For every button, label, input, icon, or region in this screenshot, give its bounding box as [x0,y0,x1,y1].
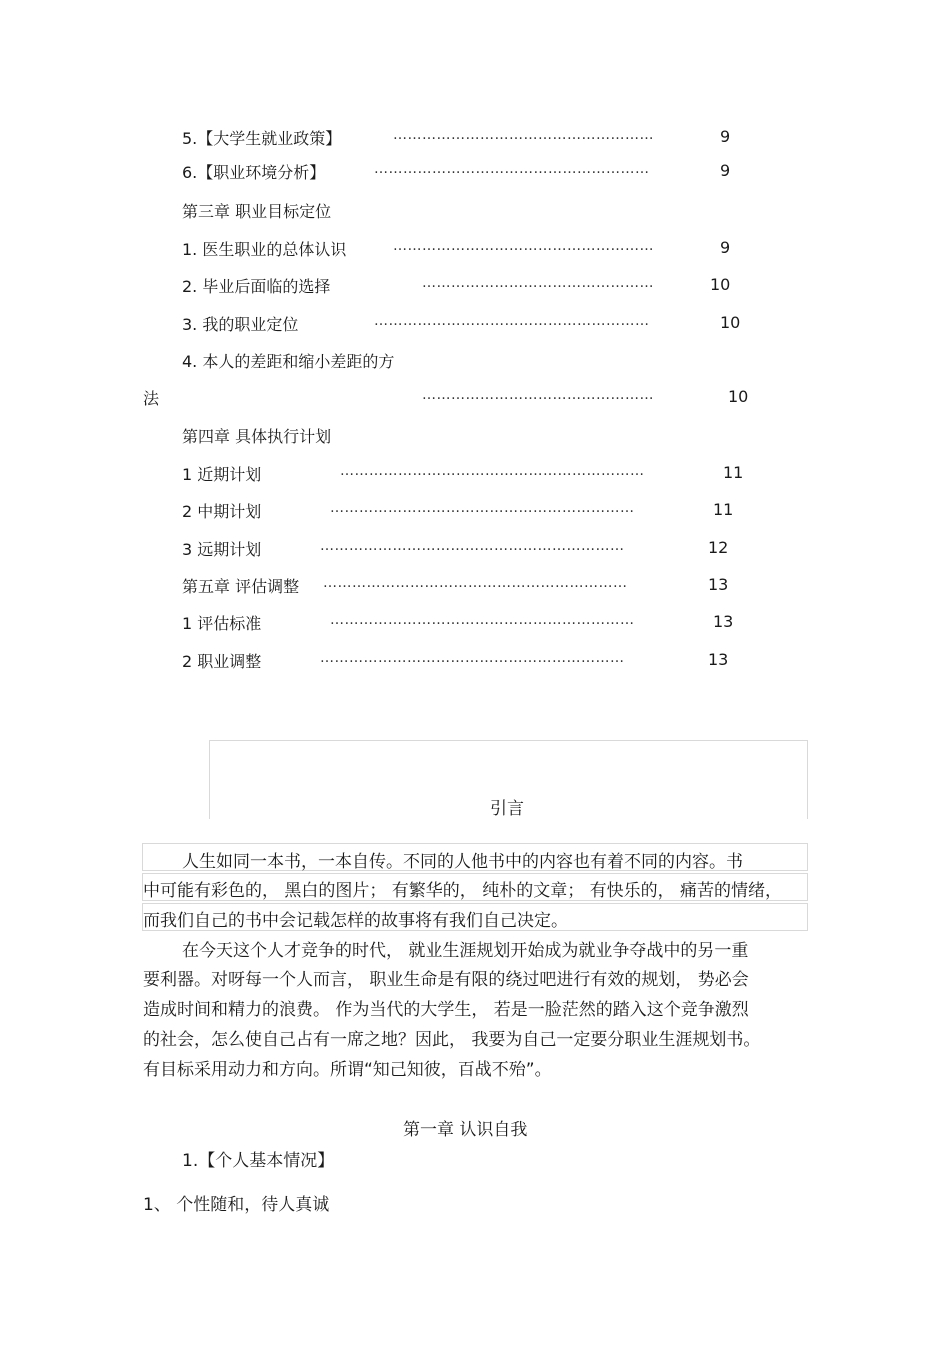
toc-page-number: 9 [720,161,731,180]
paragraph-line: 中可能有彩色的， 黑白的图片； 有繁华的， 纯朴的文章； 有快乐的， 痛苦的情绪， [143,881,783,901]
toc-entry-label: 1 近期计划 [182,465,262,484]
paragraph-line: 人生如同一本书，一本自传。不同的人他书中的内容也有着不同的内容。书 [182,852,743,872]
toc-leader-dots: ……………………………………………………… [340,463,645,479]
toc-page-number: 10 [710,275,731,294]
toc-chapter-heading: 第四章 具体执行计划 [182,427,332,446]
toc-page-number: 10 [720,313,741,332]
section-heading: 1.【个人基本情况】 [182,1151,335,1171]
chapter-title: 第一章 认识自我 [403,1120,528,1140]
toc-leader-dots: ……………………………………………………… [320,538,625,554]
toc-entry-label: 3 远期计划 [182,540,262,559]
toc-leader-dots: ……………………………………………… [393,238,654,254]
paragraph-line: 有目标采用动力和方向。所谓“知己知彼，百战不殆”。 [143,1060,552,1080]
toc-leader-dots: ……………………………………………………… [330,500,635,516]
toc-leader-dots: ……………………………………………………… [330,612,635,628]
paragraph-line: 而我们自己的书中会记载怎样的故事将有我们自己决定。 [143,911,568,931]
toc-leader-dots: ……………………………………………… [393,127,654,143]
toc-leader-dots: ……………………………………………………… [320,650,625,666]
toc-page-number: 11 [713,500,734,519]
toc-entry-label: 4. 本人的差距和缩小差距的方 [182,352,395,371]
toc-page-number: 12 [708,538,729,557]
toc-leader-dots: ………………………………………… [422,387,654,403]
toc-page-number: 13 [708,650,729,669]
toc-entry-label: 法 [143,389,160,408]
toc-entry-label: 2. 毕业后面临的选择 [182,277,331,296]
toc-leader-dots: ………………………………………………… [374,161,650,177]
toc-entry-label: 3. 我的职业定位 [182,315,299,334]
toc-chapter-heading: 第五章 评估调整 [182,577,300,596]
toc-entry-label: 6.【职业环境分析】 [182,163,326,182]
toc-page-number: 9 [720,238,731,257]
toc-leader-dots: ………………………………………………… [374,313,650,329]
toc-page-number: 9 [720,127,731,146]
paragraph-line: 的社会，怎么使自己占有一席之地？因此， 我要为自己一定要分职业生涯规划书。 [143,1030,761,1050]
toc-page-number: 13 [708,575,729,594]
toc-leader-dots: ………………………………………… [422,275,654,291]
toc-page-number: 11 [723,463,744,482]
paragraph-line: 造成时间和精力的浪费。 作为当代的大学生， 若是一脸茫然的踏入这个竞争激烈 [143,1000,749,1020]
toc-page-number: 13 [713,612,734,631]
toc-chapter-heading: 第三章 职业目标定位 [182,202,332,221]
toc-leader-dots: ……………………………………………………… [323,575,628,591]
toc-entry-label: 2 中期计划 [182,502,262,521]
toc-entry-label: 1 评估标准 [182,614,262,633]
list-item: 1、 个性随和，待人真诚 [143,1195,330,1215]
toc-entry-label: 2 职业调整 [182,652,262,671]
toc-entry-label: 5.【大学生就业政策】 [182,129,342,148]
toc-page-number: 10 [728,387,749,406]
paragraph-line: 要利器。对呀每一个人而言， 职业生命是有限的绕过吧进行有效的规划， 势必会 [143,970,749,990]
paragraph-line: 在今天这个人才竞争的时代， 就业生涯规划开始成为就业争夺战中的另一重 [182,941,749,961]
toc-entry-label: 1. 医生职业的总体认识 [182,240,347,259]
intro-title: 引言 [490,799,524,819]
